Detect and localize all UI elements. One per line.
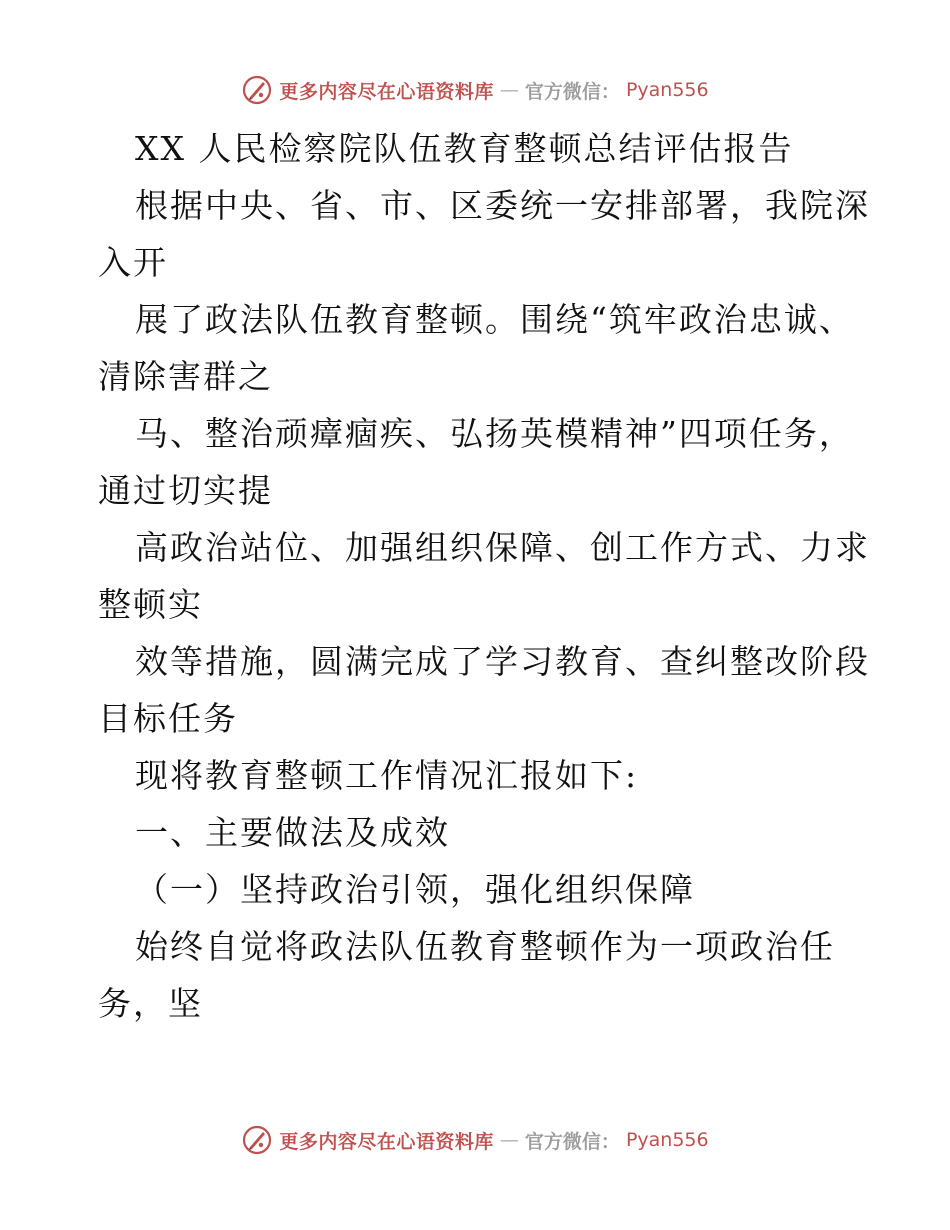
- quill-ink-logo-icon: [241, 74, 273, 106]
- watermark-label: 官方微信：: [524, 1130, 620, 1153]
- text-line: 马、整治顽瘴痼疾、弘扬英模精神”四项任务，: [135, 414, 854, 453]
- text-line: 始终自觉将政法队伍教育整顿作为一项政治任: [135, 927, 835, 966]
- watermark-separator: —: [499, 79, 519, 101]
- text-line: 通过切实提: [98, 471, 273, 510]
- text-line: 根据中央、省、市、区委统一安排部署，我院深: [135, 186, 870, 225]
- section-heading: 一、主要做法及成效: [135, 813, 450, 852]
- watermark-main-text: 更多内容尽在心语资料库: [279, 1130, 494, 1153]
- text-line: 目标任务: [98, 699, 238, 738]
- header-watermark: [0, 70, 950, 110]
- watermark-label: 官方微信：: [524, 80, 620, 103]
- text-line: 入开: [98, 243, 168, 282]
- watermark-separator: —: [499, 1129, 519, 1151]
- text-line: 效等措施，圆满完成了学习教育、查纠整改阶段: [135, 642, 870, 681]
- watermark-id: Pyan556: [625, 1129, 709, 1151]
- watermark-id: Pyan556: [625, 79, 709, 101]
- footer-watermark: [0, 1120, 950, 1160]
- text-line: 现将教育整顿工作情况汇报如下:: [135, 756, 639, 795]
- document-title: XX 人民检察院队伍教育整顿总结评估报告: [135, 129, 794, 168]
- document-body: [98, 120, 870, 1032]
- text-line: 展了政法队伍教育整顿。围绕“筑牢政治忠诚、: [135, 300, 854, 339]
- text-line: 务，坚: [98, 984, 203, 1023]
- subsection-heading: （一）坚持政治引领，强化组织保障: [135, 870, 695, 909]
- text-line: 整顿实: [98, 585, 203, 624]
- text-line: 高政治站位、加强组织保障、创工作方式、力求: [135, 528, 870, 567]
- text-line: 清除害群之: [98, 357, 273, 396]
- quill-ink-logo-icon: [241, 1124, 273, 1156]
- watermark-main-text: 更多内容尽在心语资料库: [279, 80, 494, 103]
